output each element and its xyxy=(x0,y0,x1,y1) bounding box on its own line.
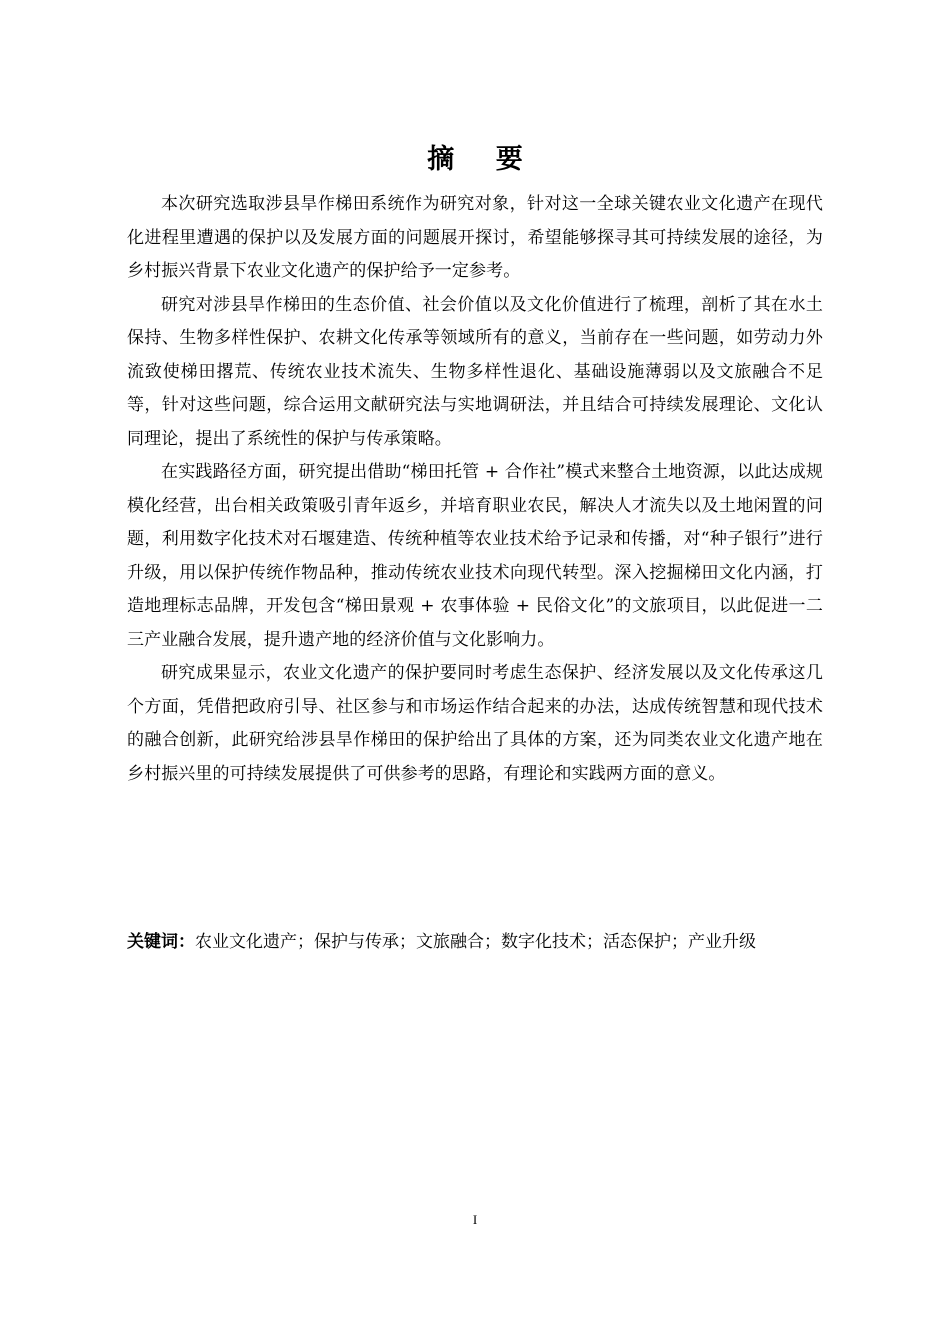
abstract-paragraph-3: 在实践路径方面，研究提出借助“梯田托管 + 合作社”模式来整合土地资源，以此达成规模化经营，出台相关政策吸引青年返乡，并培育职业农民，解决人才流失以及土地闲置的问题，利用数字化技术对石堰建造、传统种植等农业技术给予记录和传播，对“种子银行”进行升级，用以保护传统作物品种，推动传统农业技术向现代转型。深入挖掘梯田文化内涵，打造地理标志品牌，开发包含“梯田景观 + 农事体验 + 民俗文化”的文旅项目，以此促进一二三产业融合发展，提升遗产地的经济价值与文化影响力。 xyxy=(127,462,823,650)
abstract-paragraph-1: 本次研究选取涉县旱作梯田系统作为研究对象，针对这一全球关键农业文化遗产在现代化进程里遭遇的保护以及发展方面的问题展开探讨，希望能够探寻其可持续发展的途径，为乡村振兴背景下农业文化遗产的保护给予一定参考。 xyxy=(127,194,823,281)
abstract-paragraph-4: 研究成果显示，农业文化遗产的保护要同时考虑生态保护、经济发展以及文化传承这几个方面，凭借把政府引导、社区参与和市场运作结合起来的办法，达成传统智慧和现代技术的融合创新，此研究给涉县旱作梯田的保护给出了具体的方案，还为同类农业文化遗产地在乡村振兴里的可持续发展提供了可供参考的思路，有理论和实践两方面的意义。 xyxy=(127,663,823,784)
keywords-section xyxy=(127,926,823,959)
keywords-label: 关键词： xyxy=(127,932,195,952)
abstract-paragraph-2: 研究对涉县旱作梯田的生态价值、社会价值以及文化价值进行了梳理，剖析了其在水土保持、生物多样性保护、农耕文化传承等领域所有的意义，当前存在一些问题，如劳动力外流致使梯田撂荒、传统农业技术流失、生物多样性退化、基础设施薄弱以及文旅融合不足等，针对这些问题，综合运用文献研究法与实地调研法，并且结合可持续发展理论、文化认同理论，提出了系统性的保护与传承策略。 xyxy=(127,294,823,449)
abstract-body xyxy=(127,188,823,791)
page-title: 摘 要 xyxy=(427,144,539,175)
page-number: I xyxy=(472,1212,478,1227)
keywords-list: 农业文化遗产；保护与传承；文旅融合；数字化技术；活态保护；产业升级 xyxy=(195,932,756,952)
